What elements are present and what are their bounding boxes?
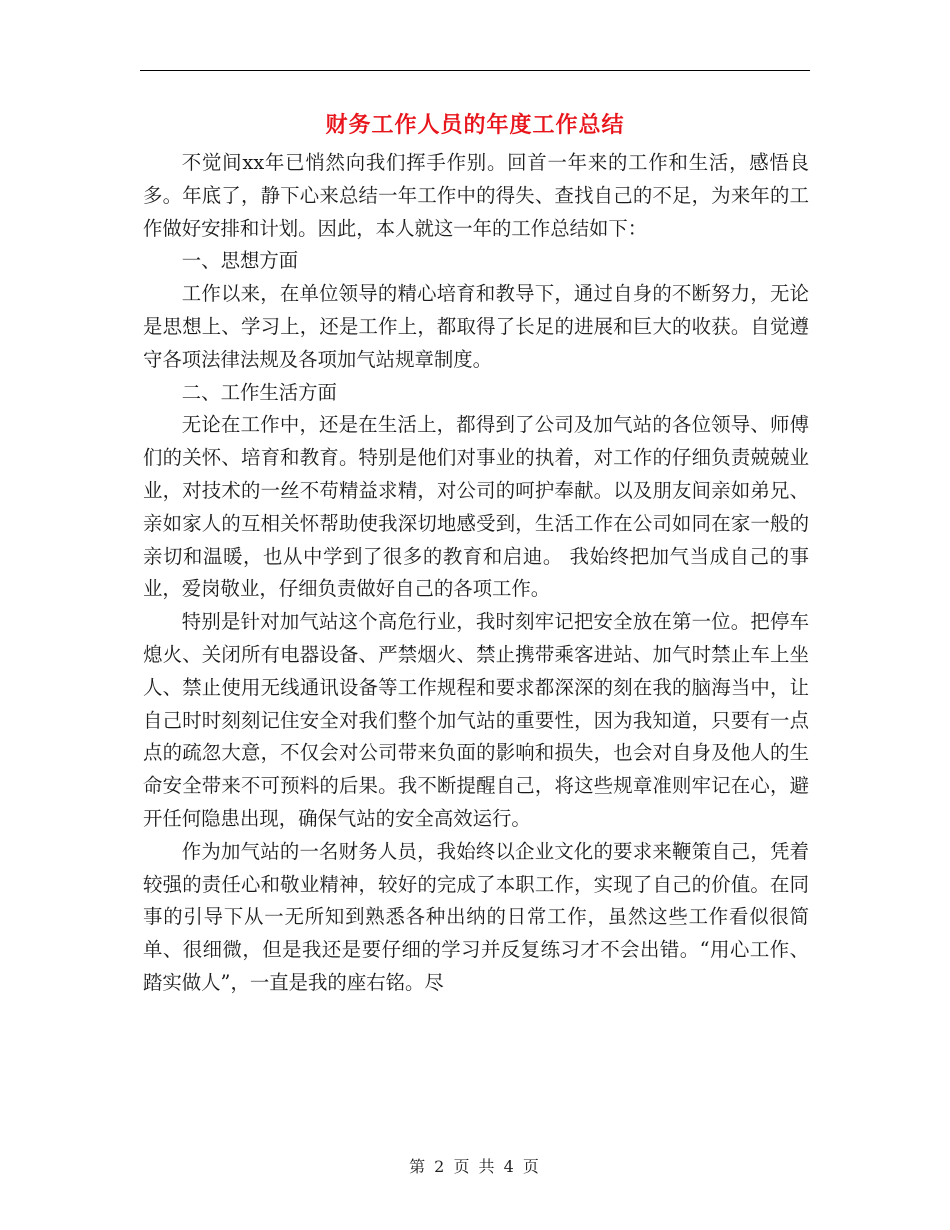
page-number-footer: 第 2 页 共 4 页 [409, 1157, 541, 1176]
document-title: 财务工作人员的年度工作总结 [325, 113, 625, 138]
paragraph-thought: 工作以来，在单位领导的精心培育和教导下，通过自身的不断努力，无论是思想上、学习上，还是工作上，都取得了长足的进展和巨大的收获。自觉遵守各项法律法规及各项加气站规章制度。 [143, 282, 809, 371]
paragraph-finance-role: 作为加气站的一名财务人员，我始终以企业文化的要求来鞭策自己，凭着较强的责任心和敬业精神，较好的完成了本职工作，实现了自己的价值。在同事的引导下从一无所知到熟悉各种出纳的日常工作，虽然这些工作看似很简单、很细微，但是我还是要仔细的学习并反复练习才不会出错。“用心工作、踏实做人”，一直是我的座右铭。尽 [143, 839, 809, 994]
document-body [143, 147, 809, 1000]
paragraph-work-life: 无论在工作中，还是在生活上，都得到了公司及加气站的各位领导、师傅们的关怀、培育和教育。特别是他们对事业的执着，对工作的仔细负责兢兢业业，对技术的一丝不苟精益求精，对公司的呵护奉献。以及朋友间亲如弟兄、亲如家人的互相关怀帮助使我深切地感受到，生活工作在公司如同在家一般的亲切和温暖，也从中学到了很多的教育和启迪。 我始终把加气当成自己的事业，爱岗敬业，仔细负责做好自己的各项工作。 [143, 413, 809, 601]
paragraph-intro: 不觉间xx年已悄然向我们挥手作别。回首一年来的工作和生活，感悟良多。年底了，静下心来总结一年工作中的得失、查找自己的不足，为来年的工作做好安排和计划。因此，本人就这一年的工作总结如下： [143, 151, 809, 240]
header-rule [140, 70, 810, 71]
section-heading-thought: 一、思想方面 [181, 249, 299, 273]
paragraph-safety: 特别是针对加气站这个高危行业，我时刻牢记把安全放在第一位。把停车熄火、关闭所有电器设备、严禁烟火、禁止携带乘客进站、加气时禁止车上坐人、禁止使用无线通讯设备等工作规程和要求都深深的刻在我的脑海当中，让自己时时刻刻记住安全对我们整个加气站的重要性，因为我知道，只要有一点点的疏忽大意，不仅会对公司带来负面的影响和损失，也会对自身及他人的生命安全带来不可预料的后果。我不断提醒自己，将这些规章准则牢记在心，避开任何隐患出现，确保气站的安全高效运行。 [143, 610, 809, 830]
section-heading-work-life: 二、工作生活方面 [181, 380, 337, 404]
